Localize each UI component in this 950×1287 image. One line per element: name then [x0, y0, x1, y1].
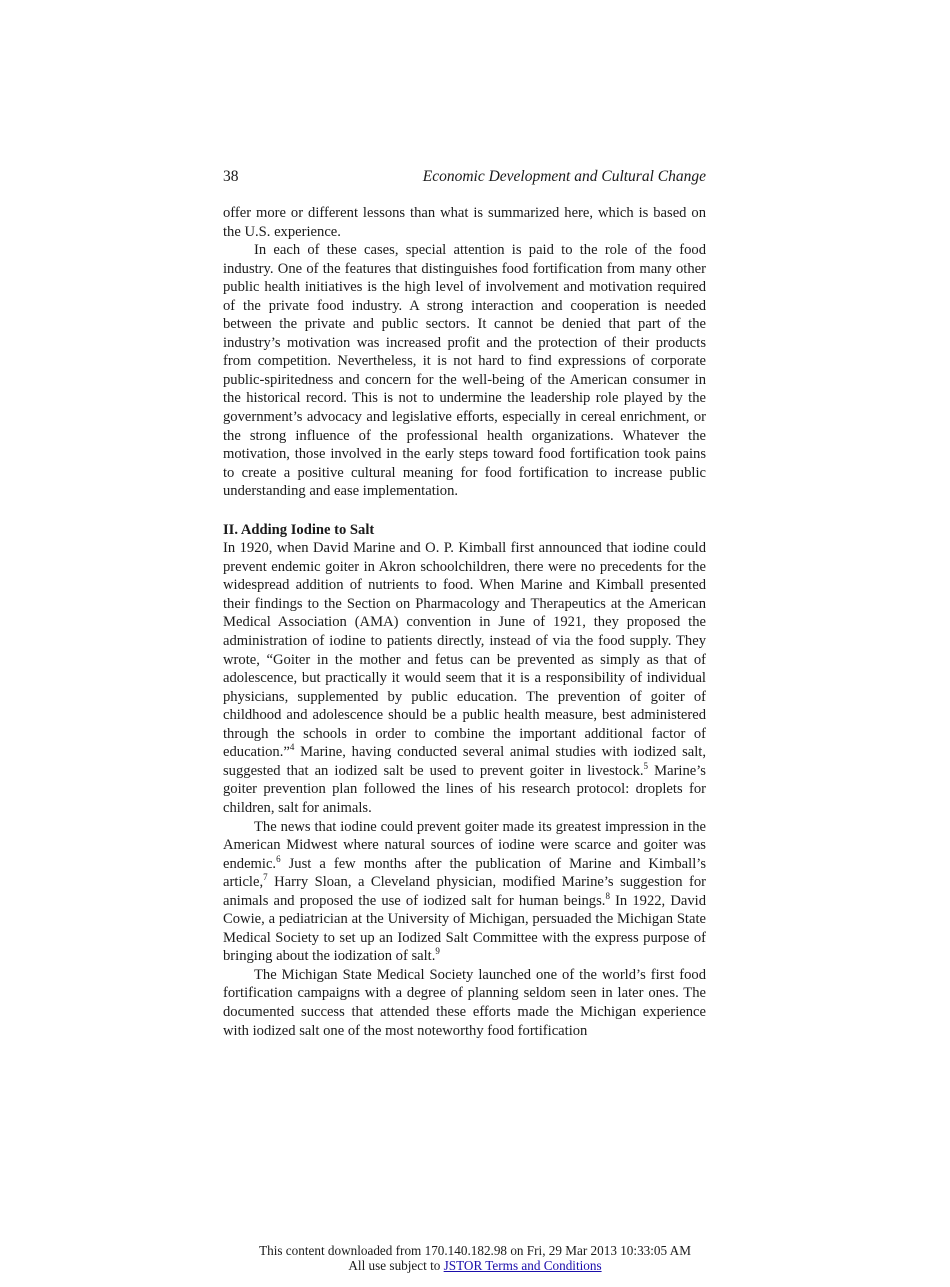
journal-title: Economic Development and Cultural Change: [422, 168, 706, 185]
terms-line: [0, 1258, 950, 1273]
paragraph-midwest: [223, 818, 706, 966]
footnote-ref-5[interactable]: 5: [643, 761, 649, 771]
text-run: Harry Sloan, a Cleveland physician, modified Marine’s suggestion for animals and proposed the use of iodized salt for human beings.: [223, 874, 706, 909]
text-run: Just a few months after the publication of Marine and Kimball’s article,: [223, 855, 706, 891]
article-page: [223, 166, 706, 1040]
footnote-ref-9[interactable]: 9: [435, 946, 440, 957]
paragraph-michigan-campaign: The Michigan State Medical Society launched one of the world’s first food fortification campaigns with a degree of planning seldom seen in later ones. The documented success that attended these efforts made the Michigan experience with iodized salt one of the most noteworthy food fortification: [223, 966, 706, 1039]
jstor-footer: [0, 1243, 950, 1273]
section-heading: II. Adding Iodine to Salt: [223, 521, 375, 538]
footnote-ref-7[interactable]: 7: [263, 872, 268, 883]
footnote-ref-8[interactable]: 8: [605, 890, 610, 901]
text-run: Marine’s goiter prevention plan followed the lines of his research protocol: droplets for children, salt for animals.: [223, 762, 706, 816]
text-run: The news that iodine could prevent goiter made its greatest impression in the American Midwest where natural sources of iodine were scarce and goiter was endemic.: [223, 818, 706, 872]
download-notice: This content downloaded from 170.140.182.98 on Fri, 29 Mar 2013 10:33:05 AM: [259, 1243, 691, 1258]
text-run: In 1922, David Cowie, a pediatrician at the University of Michigan, persuaded the Michigan State Medical Society to set up an Iodized Salt Committee with the express purpose of bringing about the iodization of salt.: [223, 892, 706, 965]
footnote-ref-6[interactable]: 6: [276, 853, 281, 864]
paragraph-continuation: offer more or different lessons than what is summarized here, which is based on the U.S. experience.: [223, 205, 706, 240]
page-number: 38: [223, 168, 239, 185]
jstor-terms-link[interactable]: JSTOR Terms and Conditions: [443, 1258, 602, 1273]
running-head: [223, 166, 706, 188]
footnote-ref-4[interactable]: 4: [289, 742, 295, 753]
text-run: Marine, having conducted several animal studies with iodized salt, suggested that an iodized salt be used to prevent goiter in livestock.: [223, 744, 706, 779]
paragraph-food-industry: In each of these cases, special attention is paid to the role of the food industry. One of the features that distinguishes food fortification from many other public health initiatives is the high level of involvement and motivation required of the private food industry. A strong interaction and cooperation is needed between the private and public sectors. It cannot be denied that part of the industry’s motivation was increased profit and the protection of their products from competition. Nevertheless, it is not hard to find expressions of corporate public-spiritedness and concern for the well-being of the American consumer in the historical record. This is not to undermine the leadership role played by the government’s advocacy and legislative efforts, especially in cereal enrichment, or the strong influence of the professional health organizations. Whatever the motivation, those involved in the early steps toward food fortification took pains to create a positive cultural meaning for food fortification to increase public understanding and ease implementation.: [223, 242, 706, 500]
terms-prefix: All use subject to: [348, 1258, 444, 1273]
paragraph-marine-kimball: [223, 539, 706, 817]
text-run: In 1920, when David Marine and O. P. Kimball first announced that iodine could prevent endemic goiter in Akron schoolchildren, there were no precedents for the widespread addition of nutrients to food. When Marine and Kimball presented their findings to the Section on Pharmacology and Therapeutics at the American Medical Association (AMA) convention in June of 1921, they proposed the administration of iodine to patients directly, instead of via the food supply. They wrote, “Goiter in the mother and fetus can be prevented as simply as that of adolescence, but practically it would seem that it is a responsibility of individual physicians, supplemented by public education. The prevention of goiter of childhood and adolescence should be a public health measure, best administered through the schools in order to combine the important additional factor of education.”: [223, 540, 706, 761]
